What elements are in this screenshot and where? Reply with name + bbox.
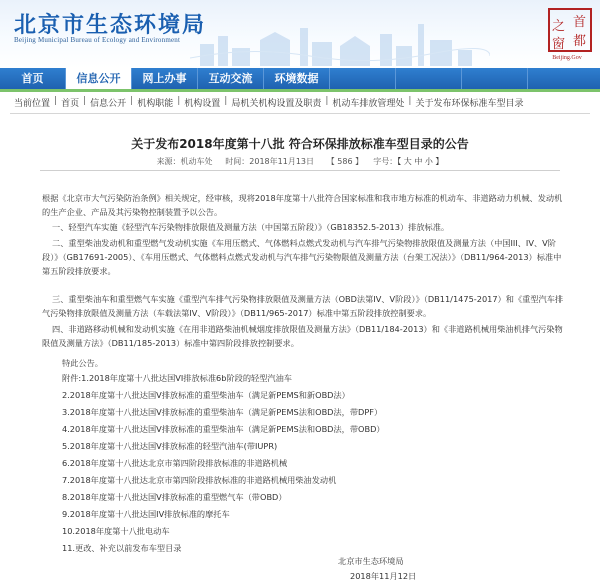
nav-item-home[interactable]: 首页 (0, 68, 66, 89)
breadcrumb-item-current: 关于发布环保标准车型目录 (415, 99, 524, 109)
site-subtitle: Beijing Municipal Bureau of Ecology and Environment (14, 36, 181, 44)
attachment-10[interactable]: 10.2018年度第十八批电动车 (62, 526, 170, 536)
breadcrumb-item-vehicle-office[interactable]: 机动车排放管理处 (332, 99, 405, 109)
attachment-2[interactable]: 2.2018年度第十八批达国Ⅴ排放标准的重型柴油车（满足新PEMS和新OBD法） (62, 390, 350, 400)
breadcrumb-item-organization[interactable]: 机构设置 (184, 99, 221, 109)
breadcrumb-prefix: 当前位置 (14, 99, 51, 109)
font-size-label: 字号： (373, 157, 398, 166)
article-source: 来源：机动车处 (156, 157, 213, 166)
paragraph-4: 四、非道路移动机械和发动机实施《在用非道路柴油机械烟度排放限值及测量方法》（DB11/184-2013）和《非道路机械用柴油机排气污染物限值及测量方法》（DB11/185-2013）标准中第四阶段排放控制要求。 (42, 324, 563, 348)
article-title: 关于发布2018年度第十八批 符合环保排放标准车型目录的公告 (131, 137, 469, 151)
breadcrumb-item-departments[interactable]: 局机关机构设置及职责 (231, 99, 322, 109)
attachment-11[interactable]: 11.更改、补充以前发布车型目录 (62, 543, 182, 553)
capital-window-seal-icon[interactable] (548, 8, 592, 56)
paragraph-3: 三、重型柴油车和重型燃气车实施《重型汽车排气污染物排放限值及测量方法（OBD法第IV、V阶段）》（DB11/1475-2017）和《重型汽车排气污染物排放限值及测量方法（车载法第IV、V阶段）》（DB11/965-2017）标准中第五阶段排放控制要求。 (42, 294, 564, 318)
paragraph-2: 二、重型柴油发动机和重型燃气发动机实施《车用压燃式、气体燃料点燃式发动机与汽车排气污染物排放限值及测量方法（中国III、IV、V阶段）》（GB17691-2005）、《车用压燃式、气体燃料点燃式发动机与汽车排气污染物限值及测量方法（台架工况法）》（DB11/964-2013）标准中第五阶段排放要求。 (42, 238, 562, 276)
attachment-3[interactable]: 3.2018年度第十八批达国Ⅴ排放标准的重型柴油车（满足新PEMS法和OBD法，带DPF） (62, 407, 383, 417)
attachment-7[interactable]: 7.2018年度第十八批达北京市第四阶段排放标准的非道路机械用柴油发动机 (62, 475, 337, 485)
seal-char-2: 都 (573, 34, 587, 49)
nav-item-9[interactable] (528, 68, 594, 89)
attachment-1[interactable]: 附件:1.2018年度第十八批达国VI排放标准6b阶段的轻型汽油车 (62, 373, 292, 383)
nav-item-online-services[interactable]: 网上办事 (132, 68, 198, 89)
nav-item-7[interactable] (396, 68, 462, 89)
breadcrumb-item-info[interactable]: 信息公开 (90, 99, 127, 109)
meta-divider (40, 170, 560, 171)
main-nav (0, 68, 600, 89)
nav-item-6[interactable] (330, 68, 396, 89)
breadcrumb-divider (10, 113, 590, 114)
attachment-6[interactable]: 6.2018年度第十八批达北京市第四阶段排放标准的非道路机械 (62, 458, 288, 468)
article-meta (0, 156, 600, 167)
sign-date: 2018年11月12日 (350, 571, 417, 581)
skyline-decoration (190, 6, 490, 66)
attachment-9[interactable]: 9.2018年度第十八批达国IV排放标准的摩托车 (62, 509, 230, 519)
paragraph-intro: 根据《北京市大气污染防治条例》相关规定，经审核，现将2018年度第十八批符合国家标准和我市地方标准的机动车、非道路动力机械、发动机的生产企业、产品及其污染物控制装置予以公告。 (42, 193, 563, 217)
site-header (0, 0, 600, 68)
font-size-options[interactable]: 【 大 中 小 】 (397, 157, 444, 166)
paragraph-1: 一、轻型汽车实施《轻型汽车污染物排放限值及测量方法（中国第五阶段）》（GB18352.5-2013）排放标准。 (52, 222, 450, 232)
nav-item-info-disclosure[interactable]: 信息公开 (66, 68, 132, 89)
article-date: 时间：2018年11月13日 (225, 157, 314, 166)
seal-caption: Beijing.Gov (552, 55, 582, 61)
article-views: 【 586 】 (326, 157, 364, 166)
breadcrumb-item-home[interactable]: 首页 (61, 99, 80, 109)
breadcrumb-item-functions[interactable]: 机构职能 (137, 99, 174, 109)
seal-char-4: 窗 (552, 37, 566, 52)
breadcrumb: 当前位置 | 首页 | 信息公开 | 机构职能 | 机构设置 | 局机关机构设置及职责 | 机动车排放管理处 | 关于发布环保标准车型目录 (14, 96, 524, 109)
attachment-4[interactable]: 4.2018年度第十八批达国Ⅴ排放标准的重型柴油车（满足新PEMS法和OBD法，带OBD） (62, 424, 385, 434)
attachment-5[interactable]: 5.2018年度第十八批达国Ⅴ排放标准的轻型汽油车(带IUPR) (62, 441, 278, 451)
nav-item-interaction[interactable]: 互动交流 (198, 68, 264, 89)
paragraph-closing: 特此公告。 (62, 358, 103, 368)
nav-item-8[interactable] (462, 68, 528, 89)
site-title[interactable]: 北京市生态环境局 (14, 13, 207, 38)
attachment-8[interactable]: 8.2018年度第十八批达国Ⅴ排放标准的重型燃气车（带OBD） (62, 492, 287, 502)
signature: 北京市生态环境局 (338, 556, 404, 566)
nav-stripe (0, 89, 600, 92)
nav-item-env-data[interactable]: 环境数据 (264, 68, 330, 89)
seal-char-3: 之 (552, 19, 566, 34)
seal-char-1: 首 (573, 15, 587, 30)
